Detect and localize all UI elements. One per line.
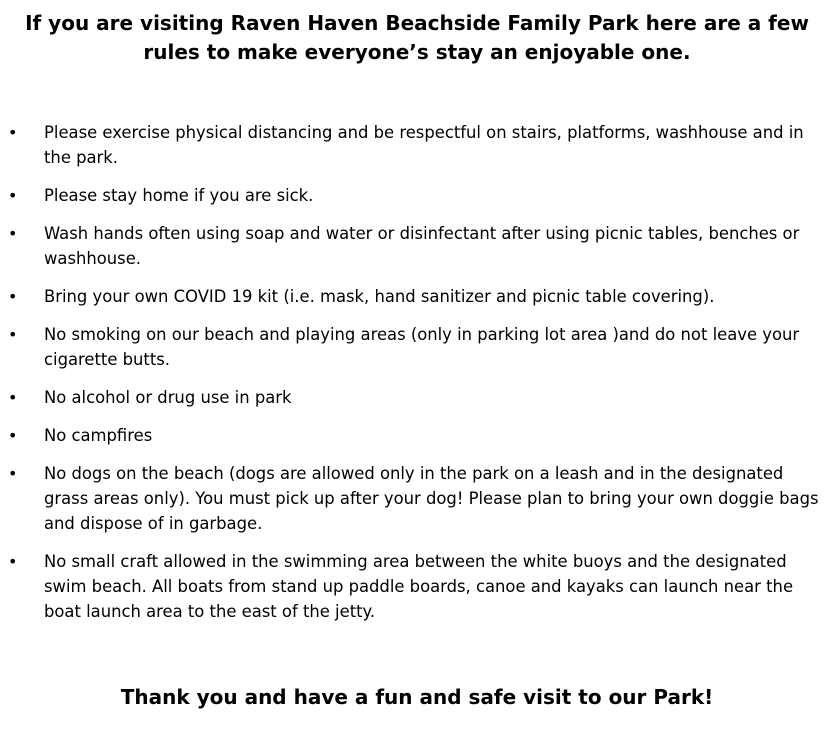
bullet-icon: • bbox=[8, 464, 18, 483]
bullet-icon: • bbox=[8, 224, 18, 243]
rule-item bbox=[0, 183, 834, 208]
closing-message: Thank you and have a fun and safe visit to our Park! bbox=[120, 685, 714, 709]
rule-text: Wash hands often using soap and water or disinfectant after using picnic tables, benches or washhouse. bbox=[44, 224, 800, 268]
bullet-icon: • bbox=[8, 123, 18, 142]
bullet-icon: • bbox=[8, 287, 18, 306]
document-title: If you are visiting Raven Haven Beachside Family Park here are a few rules to make everyone’s stay an enjoyable one. bbox=[25, 11, 809, 64]
rules-list bbox=[0, 120, 834, 637]
rule-item bbox=[0, 284, 834, 309]
rule-item bbox=[0, 120, 834, 170]
rule-item bbox=[0, 322, 834, 372]
rule-text: Bring your own COVID 19 kit (i.e. mask, hand sanitizer and picnic table covering). bbox=[44, 287, 715, 306]
bullet-icon: • bbox=[8, 552, 18, 571]
rule-item bbox=[0, 423, 834, 448]
rule-text: No alcohol or drug use in park bbox=[44, 388, 292, 407]
rule-text: Please stay home if you are sick. bbox=[44, 186, 314, 205]
rule-item bbox=[0, 549, 834, 624]
bullet-icon: • bbox=[8, 325, 18, 344]
rule-text: No dogs on the beach (dogs are allowed only in the park on a leash and in the designated grass areas only). You must pick up after your dog! Please plan to bring your own doggie bags and dispose of in garbage. bbox=[44, 464, 819, 533]
rule-item bbox=[0, 221, 834, 271]
rule-text: No smoking on our beach and playing areas (only in parking lot area )and do not leave your cigarette butts. bbox=[44, 325, 800, 369]
bullet-icon: • bbox=[8, 426, 18, 445]
rule-item bbox=[0, 461, 834, 536]
bullet-icon: • bbox=[8, 186, 18, 205]
rule-item bbox=[0, 385, 834, 410]
rule-text: No small craft allowed in the swimming area between the white buoys and the designated swim beach. All boats from stand up paddle boards, canoe and kayaks can launch near the boat launch area to the east of the jetty. bbox=[44, 552, 794, 621]
rule-text: Please exercise physical distancing and be respectful on stairs, platforms, washhouse and in the park. bbox=[44, 123, 804, 167]
bullet-icon: • bbox=[8, 388, 18, 407]
rule-text: No campfires bbox=[44, 426, 153, 445]
